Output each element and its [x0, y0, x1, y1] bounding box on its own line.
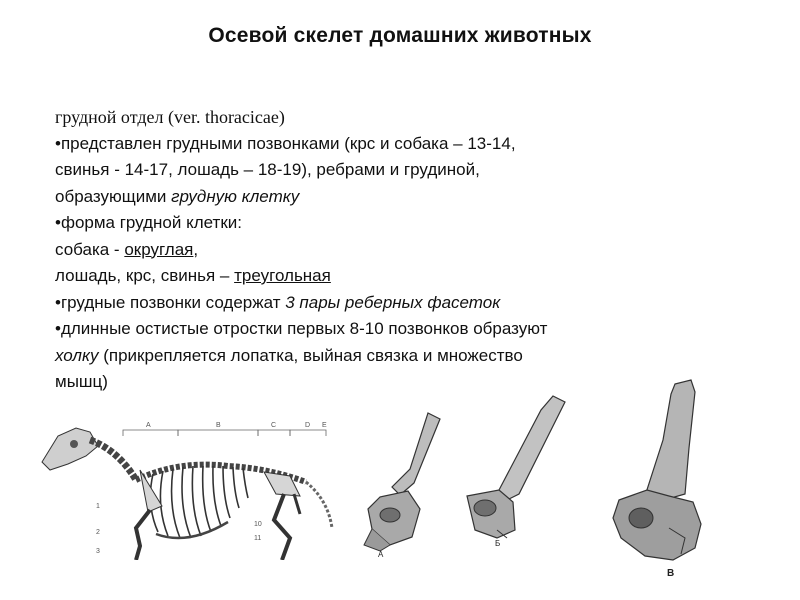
- term-underlined: округлая: [124, 239, 194, 259]
- vertebra-a-figure: [350, 405, 450, 560]
- term-italic: холку: [55, 345, 99, 365]
- text-line: собака - округлая,: [55, 239, 199, 259]
- vertebra-label: В: [667, 568, 675, 579]
- number-label: 2: [96, 529, 100, 536]
- number-label: 3: [96, 548, 100, 555]
- number-label: 1: [96, 503, 100, 510]
- text-line: мышц): [55, 372, 108, 391]
- vertebra-c-figure: [605, 378, 720, 580]
- region-label: A: [146, 422, 151, 429]
- region-label: E: [322, 422, 327, 429]
- number-label: 10: [254, 521, 262, 528]
- vertebra-label: Б: [495, 539, 501, 548]
- bullet-text: •грудные позвонки содержат 3 пары реберных фасеток: [55, 292, 501, 312]
- number-label: 11: [254, 535, 262, 542]
- term-underlined: треугольная: [234, 266, 331, 285]
- vertebra-label: А: [378, 550, 384, 559]
- text-line: холку (прикрепляется лопатка, выйная связка и множество: [55, 345, 523, 365]
- content-text: [55, 104, 695, 396]
- vertebra-b-figure: [455, 390, 575, 550]
- bullet-text: •форма грудной клетки:: [55, 213, 242, 232]
- term-italic: 3 пары реберных фасеток: [285, 292, 501, 312]
- bullet-text: •представлен грудными позвонками (крс и собака – 13-14,: [55, 133, 516, 153]
- text-line: образующими грудную клетку: [55, 186, 300, 206]
- text-line: лошадь, крс, свинья – треугольная: [55, 266, 331, 285]
- section-heading: грудной отдел (ver. thoracicae): [55, 107, 285, 127]
- horse-skeleton-figure: [28, 410, 368, 560]
- region-label: D: [305, 422, 311, 429]
- region-label: C: [271, 422, 277, 429]
- region-label: B: [216, 422, 221, 429]
- term-italic: грудную клетку: [171, 186, 300, 206]
- page-title: Осевой скелет домашних животных: [208, 24, 592, 47]
- bullet-text: •длинные остистые отростки первых 8-10 позвонков образуют: [55, 319, 548, 338]
- text-line: свинья - 14-17, лошадь – 18-19), ребрами и грудиной,: [55, 160, 480, 179]
